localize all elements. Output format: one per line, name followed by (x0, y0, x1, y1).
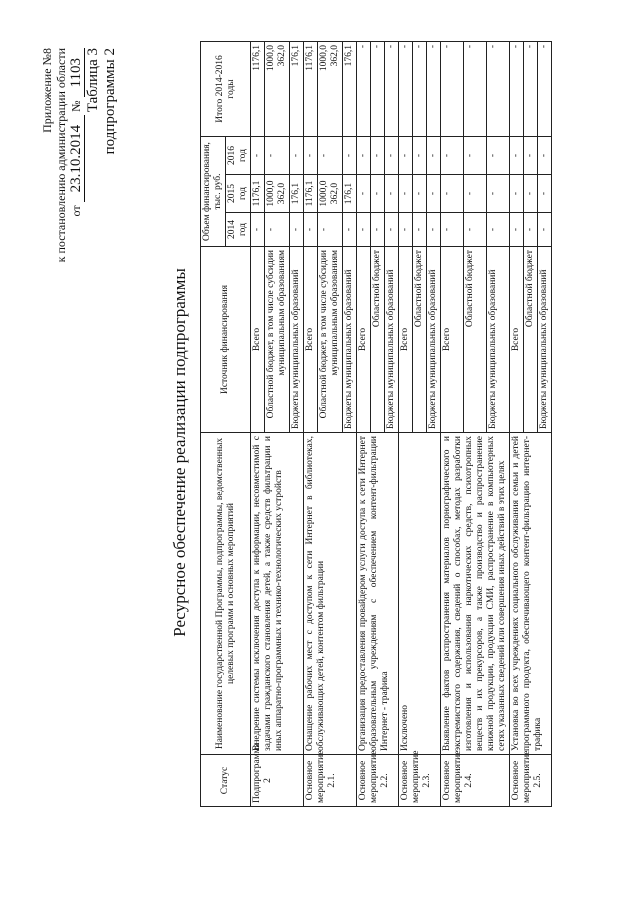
status-cell: Подпрограмма 2 (251, 755, 304, 807)
value-cell-y2015: - (487, 175, 510, 213)
table-row (251, 42, 265, 807)
table-body (251, 42, 552, 807)
table-row (441, 42, 464, 807)
value-cell-total: - (441, 42, 464, 137)
date-prefix: от (69, 205, 83, 217)
source-cell: Областной бюджет (371, 247, 385, 433)
status-cell: Основное мероприятие 2.1. (304, 755, 357, 807)
source-cell: Бюджеты муниципальных образований (538, 247, 552, 433)
value-cell-y2015: - (538, 175, 552, 213)
table-row (399, 42, 413, 807)
source-cell: Бюджеты муниципальных образований (427, 247, 441, 433)
value-cell-y2015: - (464, 175, 487, 213)
header-volume: Объем финансирования, тыс. руб. (201, 137, 226, 247)
value-cell-y2015: - (385, 175, 399, 213)
value-cell-y2016: - (343, 137, 357, 175)
resolution-date-line (68, 48, 85, 262)
status-cell: Основное мероприятие 2.4. (441, 755, 510, 807)
value-cell-y2015: - (399, 175, 413, 213)
value-cell-total: - (385, 42, 399, 137)
source-cell: Областной бюджет, в том числе субсидии муниципальным образованиям (265, 247, 290, 433)
value-cell-y2015: - (427, 175, 441, 213)
source-cell: Областной бюджет (464, 247, 487, 433)
value-cell-total: 1176,1 (251, 42, 265, 137)
name-cell: Установка во всех учреждениях социального обслуживания семьи и детей программного продукта, обеспечивающего контент-фильтрацию интернет-трафика (510, 433, 552, 755)
page-title: Ресурсное обеспечение реализации подпрограммы (170, 268, 189, 637)
status-cell: Основное мероприятие 2.5. (510, 755, 552, 807)
value-cell-y2015: - (524, 175, 538, 213)
header-status: Статус (201, 755, 251, 807)
value-cell-total: 1000,0 362,0 (265, 42, 290, 137)
number-prefix: № (69, 100, 83, 112)
value-cell-total: - (427, 42, 441, 137)
value-cell-total: - (371, 42, 385, 137)
value-cell-y2015: 1176,1 (304, 175, 318, 213)
value-cell-y2014: - (413, 213, 427, 247)
value-cell-total: - (357, 42, 371, 137)
header-source: Источник финансирования (201, 247, 251, 433)
name-cell: Выявление фактов распространения материалов порнографического и экстремистского содержания, сведений о способах, методах разработки изготовления и использования наркотических средств, психотропных веществ и их прекурсоров, а также производство и распространение книжной продукции, продукции СМИ, распространение в компьютерных сетях указанных сведений или совершения иных действий в этих целях (441, 433, 510, 755)
name-cell: Внедрение системы исключения доступа к информации, несовместимой с задачами гражданского становления детей, а также средств фильтрации и иных аппаратно-программных и технико-технологических устройств (251, 433, 304, 755)
value-cell-y2014: - (441, 213, 464, 247)
source-cell: Областной бюджет (413, 247, 427, 433)
table-row (510, 42, 524, 807)
source-cell: Областной бюджет (524, 247, 538, 433)
name-cell: Исключено (399, 433, 441, 755)
value-cell-y2014: - (510, 213, 524, 247)
resolution-date: 23.10.2014 (68, 115, 85, 203)
value-cell-y2016: - (265, 137, 290, 175)
name-cell: Организация предоставления провайдером услуги доступа к сети Интернет образовательным учреждениям с обеспечением контент-фильтрации Интернет - трафика (357, 433, 399, 755)
source-cell: Бюджеты муниципальных образований (343, 247, 357, 433)
value-cell-y2015: 1176,1 (251, 175, 265, 213)
value-cell-y2015: - (371, 175, 385, 213)
value-cell-y2014: - (538, 213, 552, 247)
value-cell-total: - (464, 42, 487, 137)
source-cell: Всего (399, 247, 413, 433)
value-cell-y2015: 1000,0 362,0 (318, 175, 343, 213)
value-cell-y2014: - (399, 213, 413, 247)
table-label: Таблица 3 (85, 48, 101, 113)
value-cell-y2016: - (464, 137, 487, 175)
document-header (40, 48, 119, 262)
value-cell-y2014: - (385, 213, 399, 247)
source-cell: Областной бюджет, в том числе субсидии муниципальным образованиям (318, 247, 343, 433)
value-cell-y2016: - (371, 137, 385, 175)
value-cell-y2015: - (510, 175, 524, 213)
value-cell-y2014: - (318, 213, 343, 247)
value-cell-y2016: - (538, 137, 552, 175)
value-cell-total: - (487, 42, 510, 137)
value-cell-y2016: - (290, 137, 304, 175)
value-cell-y2015: 176,1 (290, 175, 304, 213)
value-cell-y2015: - (357, 175, 371, 213)
value-cell-y2014: - (464, 213, 487, 247)
value-cell-y2014: - (357, 213, 371, 247)
subprogram-label: подпрограммы 2 (102, 48, 118, 155)
value-cell-total: - (538, 42, 552, 137)
value-cell-total: 176,1 (290, 42, 304, 137)
source-cell: Бюджеты муниципальных образований (487, 247, 510, 433)
resource-table (200, 41, 552, 807)
name-cell: Оснащение рабочих мест с доступом к сети Интернет в библиотеках, обслуживающих детей, контентом фильтрации (304, 433, 357, 755)
value-cell-y2014: - (487, 213, 510, 247)
value-cell-y2014: - (371, 213, 385, 247)
source-cell: Всего (441, 247, 464, 433)
value-cell-y2016: - (441, 137, 464, 175)
value-cell-y2016: - (413, 137, 427, 175)
header-2016: 2016 год (226, 137, 251, 175)
source-cell: Бюджеты муниципальных образований (290, 247, 304, 433)
value-cell-y2014: - (524, 213, 538, 247)
resolution-number: 1103 (68, 48, 85, 97)
header-2014: 2014 год (226, 213, 251, 247)
source-cell: Всего (510, 247, 524, 433)
value-cell-y2015: - (413, 175, 427, 213)
value-cell-y2016: - (385, 137, 399, 175)
value-cell-y2015: 1000,0 362,0 (265, 175, 290, 213)
value-cell-y2016: - (318, 137, 343, 175)
value-cell-total: - (524, 42, 538, 137)
value-cell-y2014: - (265, 213, 290, 247)
value-cell-y2014: - (251, 213, 265, 247)
value-cell-y2016: - (399, 137, 413, 175)
value-cell-y2016: - (524, 137, 538, 175)
source-cell: Всего (357, 247, 371, 433)
value-cell-total: - (399, 42, 413, 137)
value-cell-y2015: 176,1 (343, 175, 357, 213)
source-cell: Бюджеты муниципальных образований (385, 247, 399, 433)
value-cell-y2016: - (510, 137, 524, 175)
source-cell: Всего (251, 247, 265, 433)
value-cell-y2014: - (343, 213, 357, 247)
appendix-label: Приложение №8 (40, 48, 54, 133)
value-cell-total: - (413, 42, 427, 137)
source-cell: Всего (304, 247, 318, 433)
header-total: Итого 2014-2016 годы (201, 42, 251, 137)
status-cell: Основное мероприятие 2.2. (357, 755, 399, 807)
status-cell: Основное мероприятие 2.3. (399, 755, 441, 807)
value-cell-y2016: - (357, 137, 371, 175)
value-cell-total: 176,1 (343, 42, 357, 137)
value-cell-y2014: - (427, 213, 441, 247)
resolution-label: к постановлению администрации области (54, 48, 68, 263)
value-cell-y2016: - (427, 137, 441, 175)
value-cell-y2016: - (304, 137, 318, 175)
value-cell-y2015: - (441, 175, 464, 213)
header-2015: 2015 год (226, 175, 251, 213)
value-cell-y2014: - (304, 213, 318, 247)
value-cell-total: 1176,1 (304, 42, 318, 137)
value-cell-y2016: - (251, 137, 265, 175)
header-name: Наименование государственной Программы, подпрограммы, ведомственных целевых программ и основных мероприятий (201, 433, 251, 755)
value-cell-y2014: - (290, 213, 304, 247)
table-row (304, 42, 318, 807)
value-cell-total: 1000,0 362,0 (318, 42, 343, 137)
table-row (357, 42, 371, 807)
value-cell-total: - (510, 42, 524, 137)
value-cell-y2016: - (487, 137, 510, 175)
